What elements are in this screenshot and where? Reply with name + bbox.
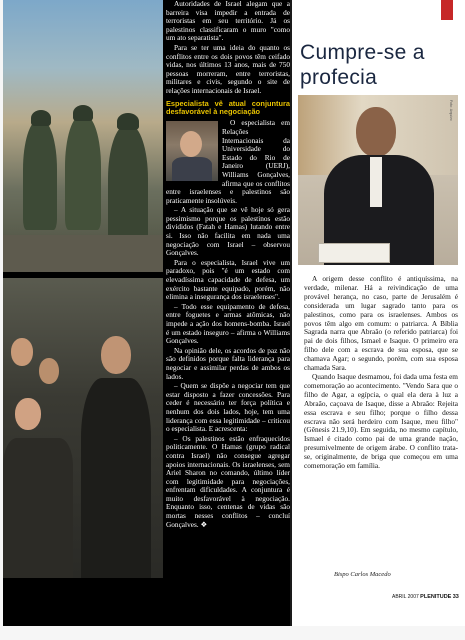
folio-date: ABRIL 2007 [392, 594, 419, 600]
article-title: Cumpre-se a profecia [300, 41, 425, 89]
section-subhead: Especialista vê atual conjuntura desfavorável à negociação [166, 98, 290, 116]
expert-portrait [166, 121, 218, 181]
folio-magazine: PLENITUDE [420, 594, 452, 600]
page-folio [392, 594, 459, 600]
main-paragraph-1: O especialista em Relações Internacionais da Universidade do Estado do Rio de Janeiro (UERJ), Williams Gonçalves, afirma que os conflitos entre israelenses e palestinos são praticamente insolúveis. [166, 118, 290, 205]
soldiers-photo [3, 0, 163, 272]
intro-paragraph-1: Autoridades de Israel alegam que a barreira visa impedir a entrada de terroristas em seu território. Já os palestinos classificaram o muro "como um ato separatista". [166, 0, 290, 43]
main-paragraph-5: Na opinião dele, os acordos de paz não são definidos porque falta liderança para negociar e assimilar perdas de ambos os lados. [166, 345, 290, 381]
main-paragraph-6: – Quem se dispõe a negociar tem que estar disposto a fazer concessões. Para ceder é necessário ter força política e nenhum dos dois lados, hoje, tem uma liderança com essa legitimidade – criticou o especialista. E acrescenta: [166, 381, 290, 434]
right-column [292, 0, 465, 626]
main-paragraph-2: – A situação que se vê hoje só gera pessimismo porque os palestinos estão divididos (Fatah e Hamas) lutando entre si. Isso não facilita em nada uma negociação com Israel – observou Gonçalves. [166, 205, 290, 258]
author-byline: Bispo Carlos Macedo [334, 571, 391, 578]
bishop-portrait [298, 95, 458, 265]
intro-paragraph-2: Para se ter uma ideia do quanto os conflitos entre os dois povos têm ceifado vidas, nos últimos 13 anos, mais de 750 pessoas morreram, entre terroristas, militares e civis, segundo o site de relações internacionais de Israel. [166, 42, 290, 95]
red-corner-tab [441, 0, 453, 20]
main-paragraph-4: – Todo esse equipamento de defesa, entre foguetes e armas atômicas, não impede a ação dos homens-bomba. Israel é um estado inseguro – afirma o Williams Gonçalves. [166, 301, 290, 346]
left-text-column [166, 0, 290, 580]
crowd-photo [3, 278, 163, 578]
bible-book [318, 243, 390, 263]
right-paragraph-2: Quando Isaque desmamou, foi dada uma festa em comemoração ao acontecimento. "Vendo Sara que o filho de Agar, a egípcia, o qual ela dera à luz a Abraão, caçoava de Isaque, disse a Abraão: Rejeita essa escrava e seu filho; porque o filho dessa escrava não será herdeiro com Isaque, meu filho" (Gênesis 21.9,10). Em seguida, no mesmo capítulo, Ismael é citado como pai de uma grande nação, presumivelmente de origem árabe. O conflito trata-se, originalmente, de briga que começou em uma comemoração em família. [304, 371, 458, 471]
main-paragraph-3: Para o especialista, Israel vive um paradoxo, pois "é um estado com elevadíssima capacidade de defesa, um exército bastante equipado, porém, não elimina a insegurança dos israelenses". [166, 257, 290, 302]
photo-credit: Foto: Arquivo [449, 100, 453, 121]
folio-page-number: 33 [452, 594, 459, 600]
main-paragraph-7: – Os palestinos estão enfraquecidos politicamente. O Hamas (grupo radical contra Israel) não consegue agregar apoios internacionais. Os israelenses, sem Ariel Sharon no comando, último líder com legitimidade para negociações, enfrentam dificuldades. A conjuntura é muito desfavorável à negociação. Enquanto isso, centenas de vidas são mortas nesses conflitos – concluí Gonçalves. ❖ [166, 433, 290, 529]
right-body-text [304, 275, 458, 471]
right-paragraph-1: A origem desse conflito é antiquíssima, na verdade, milenar. Há a reivindicação de uma provável herança, no caso, parte de Jerusalém é considerada um lugar sagrado tanto para os palestinos, como para os israelenses. Ambos os povos têm algo em comum: o patriarca. A Bíblia Sagrada narra que Abraão (o referido patriarca) foi pai de dois filhos, Ismael e Isaque. O primeiro era filho dele com a escrava de sua esposa, que se chamava Agar; o segundo, porém, com sua esposa chamada Sara. [304, 274, 458, 373]
